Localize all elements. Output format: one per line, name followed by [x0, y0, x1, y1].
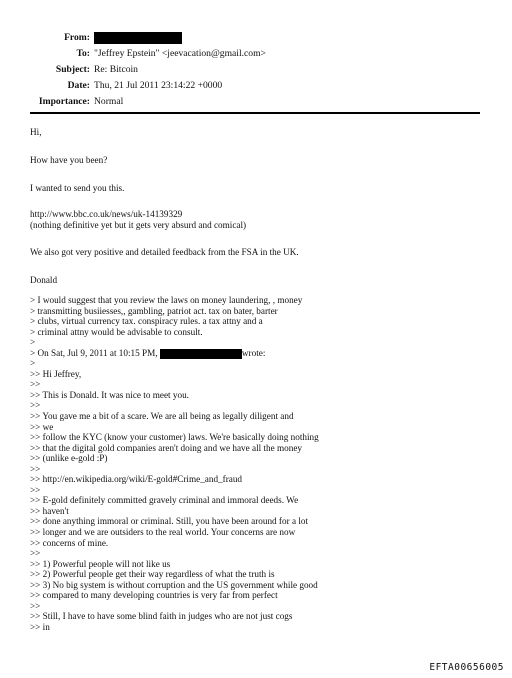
- quoted-line: >> Hi Jeffrey,: [30, 368, 82, 379]
- quoted-line: >> 1) Powerful people will not like us: [30, 558, 171, 569]
- quoted-line: > On Sat, Jul 9, 2011 at 10:15 PM, wrote:: [30, 347, 266, 358]
- email-body: [30, 125, 490, 633]
- quoted-line: >>: [30, 600, 41, 611]
- from-row: [0, 32, 512, 48]
- spacer: [30, 259, 490, 273]
- body-line: How have you been?: [30, 155, 108, 165]
- subject-row: [0, 64, 512, 80]
- quoted-line: >> concerns of mine.: [30, 537, 109, 548]
- subject-label: Subject:: [55, 64, 90, 75]
- bbc-link: http://www.bbc.co.uk/news/uk-14139329: [30, 209, 183, 219]
- subject-value: Re: Bitcoin: [94, 64, 138, 75]
- body-line: We also got very positive and detailed feedback from the FSA in the UK.: [30, 247, 299, 257]
- quoted-line: >>: [30, 463, 41, 474]
- quoted-line: >> 3) No big system is without corruption and the US government while good: [30, 579, 318, 590]
- importance-row: [0, 96, 512, 112]
- quoted-line: >> that the digital gold companies aren't doing and we have all the money: [30, 442, 303, 453]
- signature: Donald: [30, 275, 58, 285]
- spacer: [30, 287, 490, 293]
- quoted-thread: [30, 295, 490, 633]
- document-id: EFTA00656005: [429, 662, 504, 673]
- spacer: [30, 167, 490, 181]
- quoted-line: >> done anything immoral or criminal. Still, you have been around for a lot: [30, 516, 309, 527]
- quoted-line: > I would suggest that you review the laws on money laundering, , money: [30, 295, 303, 305]
- date-value: Thu, 21 Jul 2011 23:14:22 +0000: [94, 80, 223, 91]
- body-line: I wanted to send you this.: [30, 183, 125, 193]
- spacer: [30, 195, 490, 209]
- quoted-line: >> haven't: [30, 505, 69, 516]
- quoted-line: >>: [30, 548, 41, 559]
- quoted-line: > criminal attny would be advisable to consult.: [30, 326, 203, 337]
- quoted-line: >> This is Donald. It was nice to meet you.: [30, 389, 189, 400]
- wrote-suffix: wrote:: [241, 347, 266, 358]
- quoted-line: >> 2) Powerful people get their way regardless of what the truth is: [30, 569, 275, 580]
- quoted-line: >>: [30, 400, 41, 411]
- greeting: Hi,: [30, 127, 42, 137]
- quoted-line: >> E-gold definitely committed gravely criminal and immoral deeds. We: [30, 495, 299, 506]
- quoted-line: >: [30, 337, 36, 348]
- to-label: To:: [76, 48, 90, 59]
- from-label: From:: [64, 32, 90, 43]
- quoted-line: > transmitting busiiesses,, gambling, patriot act. tax on bater, barter: [30, 305, 278, 316]
- quoted-line: >> http://en.wikipedia.org/wiki/E-gold#Crime_and_fraud: [30, 474, 243, 485]
- header-divider: [30, 112, 480, 114]
- redaction-bar: [160, 349, 242, 359]
- quoted-line: >>: [30, 484, 41, 495]
- link-note: (nothing definitive yet but it gets very absurd and comical): [30, 220, 247, 230]
- spacer: [30, 231, 490, 245]
- date-label: Date:: [67, 80, 90, 91]
- to-value: "Jeffrey Epstein" <jeevacation@gmail.com>: [94, 48, 266, 59]
- quoted-line: >> we: [30, 421, 54, 432]
- quoted-line: >> (unlike e-gold :P): [30, 453, 108, 464]
- from-value: [94, 32, 182, 44]
- quoted-line: >> compared to many developing countries is very far from perfect: [30, 590, 278, 601]
- quoted-line: >> follow the KYC (know your customer) laws. We're basically doing nothing: [30, 432, 319, 443]
- quoted-line: >: [30, 358, 36, 369]
- importance-label: Importance:: [38, 96, 90, 107]
- quoted-line: > clubs, virtual currency tax. conspiracy rules. a tax attny and a: [30, 316, 263, 327]
- importance-value: Normal: [94, 96, 124, 107]
- quoted-line: >>: [30, 379, 41, 390]
- quoted-line: >> longer and we are outsiders to the real world. Your concerns are now: [30, 527, 296, 538]
- date-row: [0, 80, 512, 96]
- quoted-line: >> Still, I have to have some blind faith in judges who are not just cogs: [30, 611, 293, 622]
- quoted-line: >> in: [30, 621, 50, 632]
- quoted-line: >> You gave me a bit of a scare. We are all being as legally diligent and: [30, 411, 294, 422]
- email-header: [0, 32, 512, 112]
- spacer: [30, 139, 490, 153]
- redaction-bar: [94, 32, 182, 44]
- to-row: [0, 48, 512, 64]
